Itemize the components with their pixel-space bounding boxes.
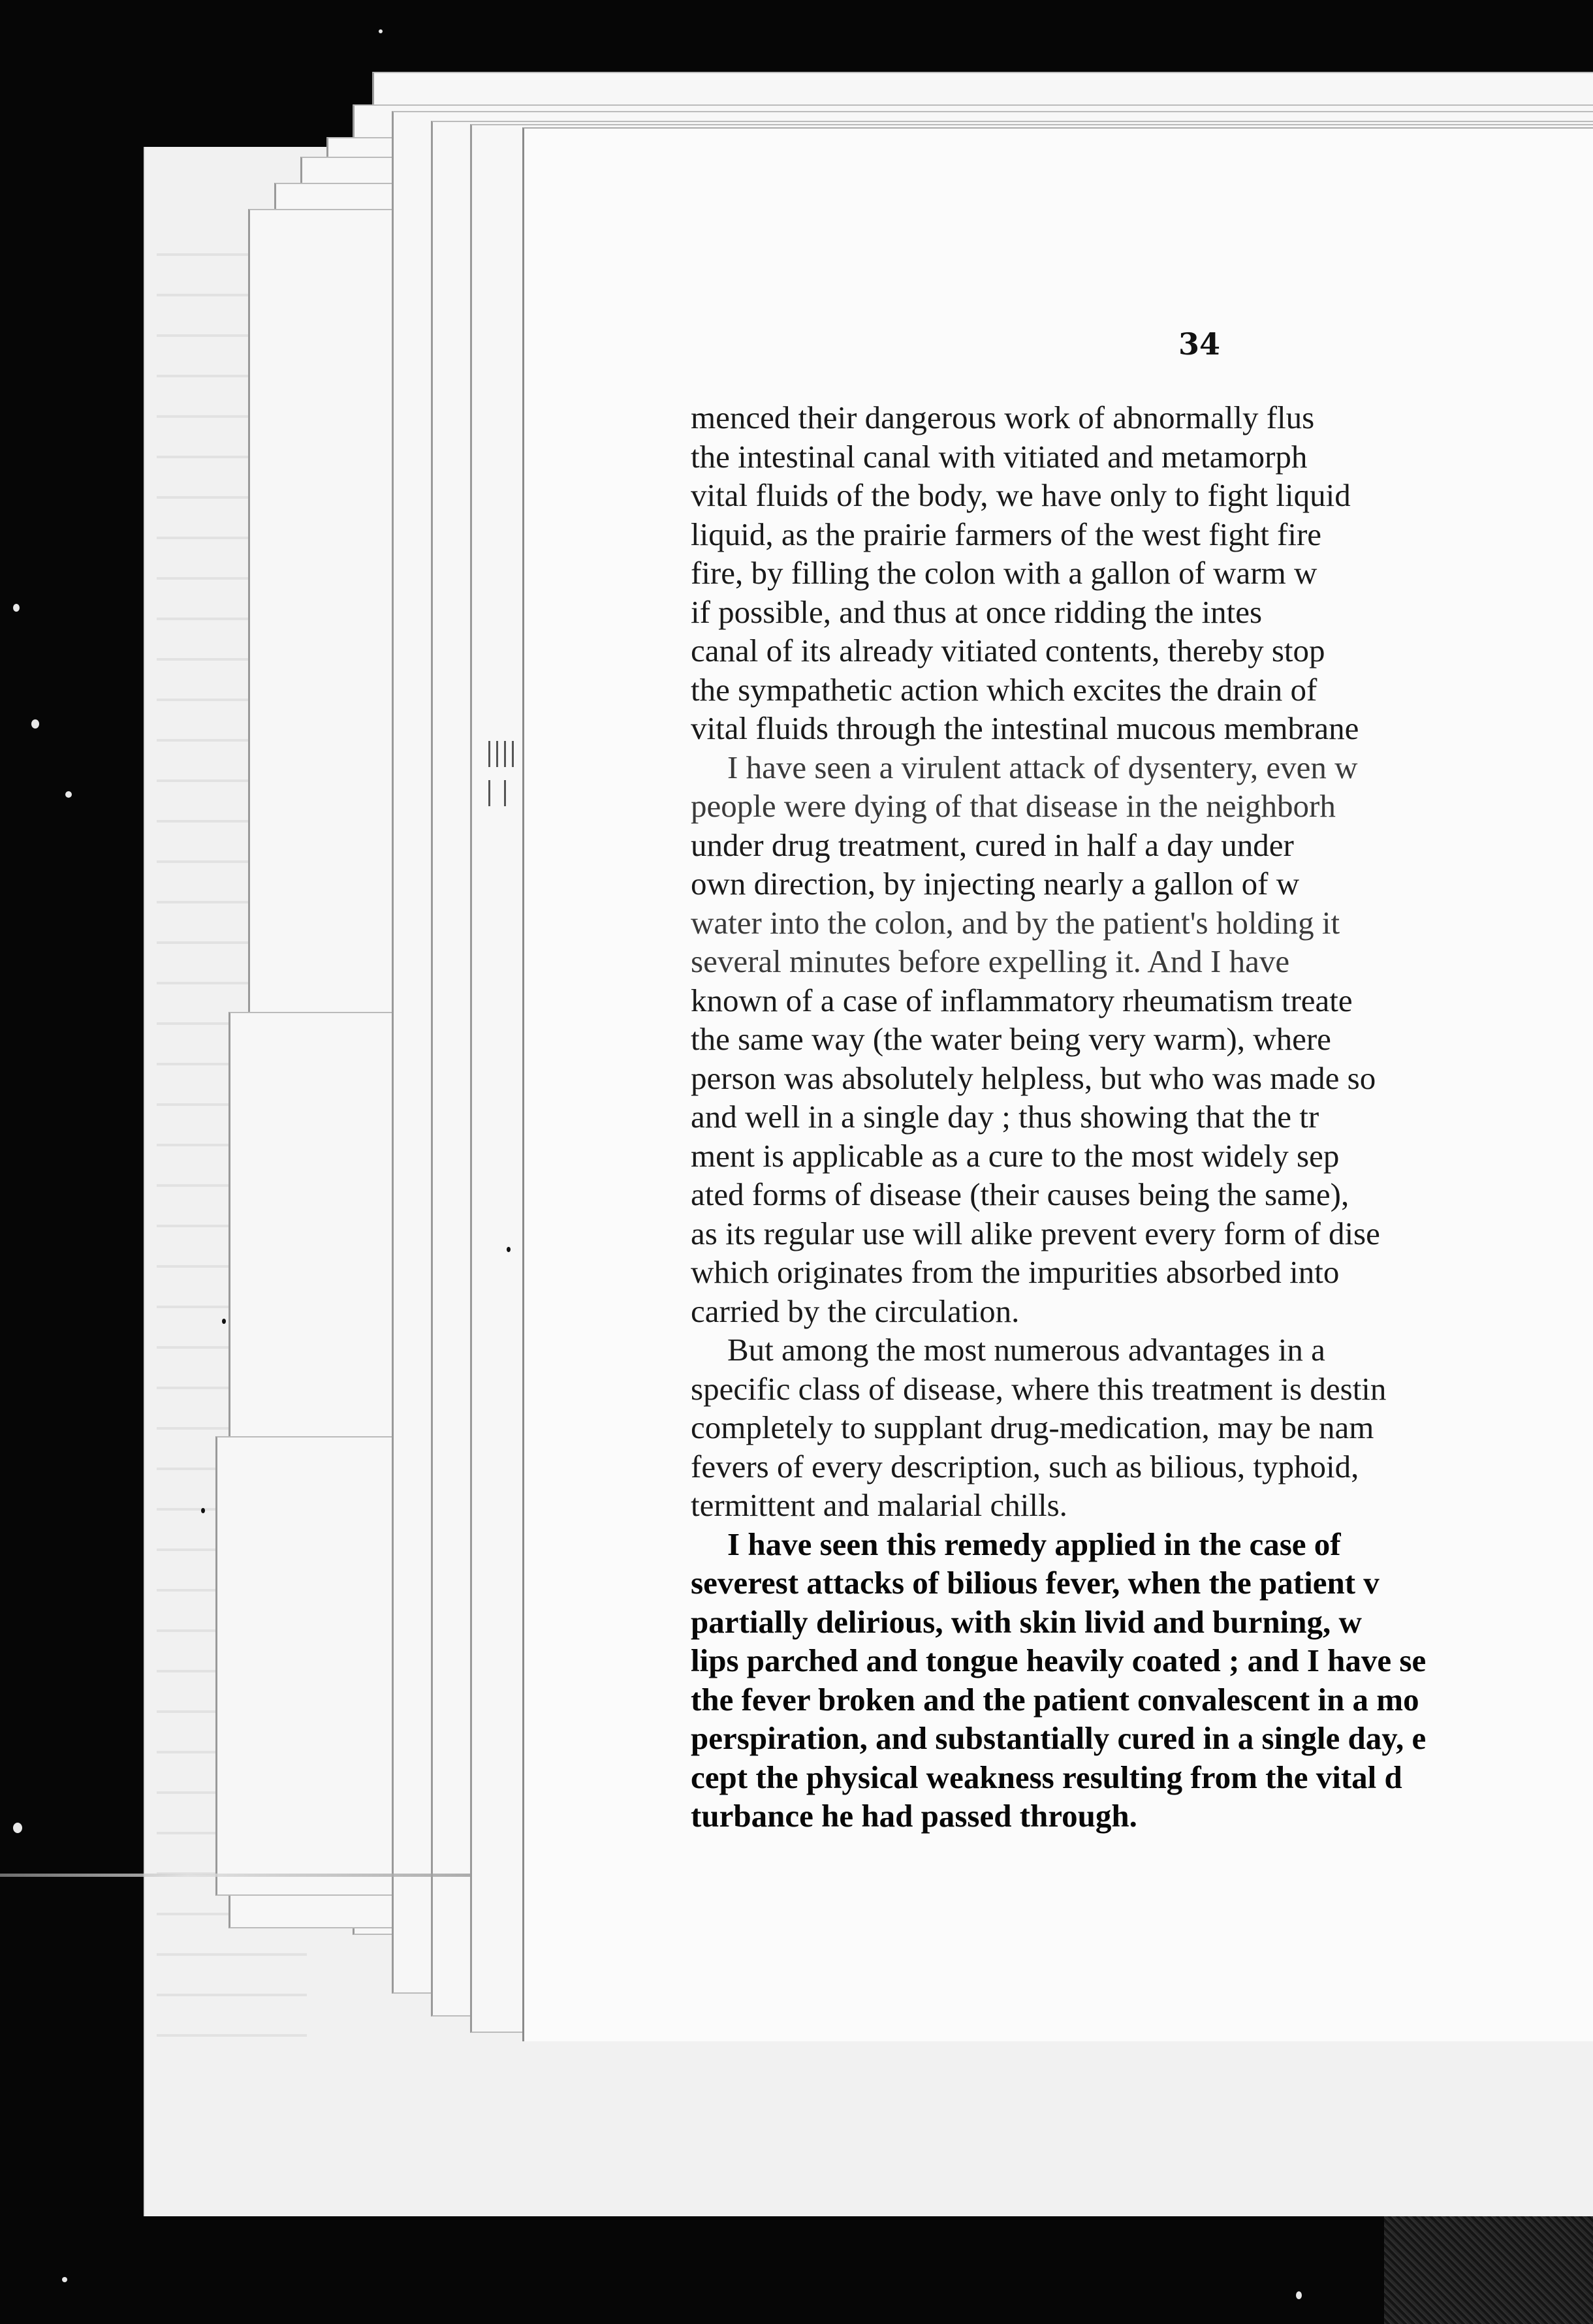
- gutter-mark: [488, 780, 490, 806]
- text-line: I have seen this remedy applied in the case of: [727, 1526, 1341, 1562]
- text-line: turbance he had passed through.: [691, 1798, 1137, 1834]
- gutter-mark: [512, 741, 514, 767]
- text-line: cept the physical weakness resulting from the vital d: [691, 1759, 1402, 1795]
- body-text: [691, 398, 1593, 1836]
- scan-speck: [1296, 2291, 1302, 2299]
- text-line: and well in a single day ; thus showing that the tr: [691, 1099, 1319, 1135]
- scan-speck: [379, 29, 383, 33]
- text-line: menced their dangerous work of abnormally flus: [691, 400, 1315, 435]
- text-line: if possible, and thus at once ridding the intes: [691, 593, 1263, 630]
- text-line: people were dying of that disease in the neighborh: [691, 788, 1336, 824]
- text-line: partially delirious, with skin livid and burning, w: [691, 1603, 1362, 1640]
- text-line: perspiration, and substantially cured in a single day, e: [691, 1720, 1427, 1756]
- text-line: fevers of every description, such as bilious, typhoid,: [691, 1448, 1359, 1484]
- text-line: I have seen a virulent attack of dysentery, even w: [727, 749, 1358, 785]
- text-line: vital fluids of the body, we have only to fight liquid: [691, 477, 1351, 513]
- text-line: carried by the circulation.: [691, 1293, 1020, 1329]
- gutter-mark: [504, 741, 506, 767]
- text-line: the intestinal canal with vitiated and metamorph: [691, 438, 1308, 475]
- text-line: canal of its already vitiated contents, thereby stop: [691, 633, 1325, 668]
- scan-speck: [62, 2277, 67, 2282]
- scan-speck: [13, 604, 20, 612]
- ink-dot: [201, 1508, 205, 1513]
- scan-speck: [31, 719, 39, 729]
- text-line: water into the colon, and by the patient's holding it: [691, 904, 1340, 941]
- gutter-mark: [496, 741, 498, 767]
- text-line: severest attacks of bilious fever, when the patient v: [691, 1565, 1380, 1601]
- text-line: liquid, as the prairie farmers of the west fight fire: [691, 516, 1322, 552]
- text-line: specific class of disease, where this treatment is destin: [691, 1370, 1387, 1407]
- text-line: the fever broken and the patient convalescent in a mo: [691, 1681, 1419, 1718]
- gutter-mark: [504, 780, 506, 806]
- text-line: the sympathetic action which excites the drain of: [691, 671, 1317, 708]
- scan-speck: [13, 1823, 22, 1833]
- text-line: ated forms of disease (their causes being the same),: [691, 1176, 1349, 1212]
- scan-artifact-line: [0, 1874, 470, 1877]
- ink-dot: [222, 1319, 226, 1324]
- text-line: as its regular use will alike prevent every form of dise: [691, 1215, 1380, 1251]
- text-line: completely to supplant drug-medication, may be nam: [691, 1409, 1374, 1445]
- text-line: under drug treatment, cured in half a day under: [691, 826, 1294, 863]
- text-line: termittent and malarial chills.: [691, 1487, 1067, 1523]
- scan-speck: [65, 791, 72, 798]
- text-line: several minutes before expelling it. And I have: [691, 943, 1290, 979]
- text-line: own direction, by injecting nearly a gallon of w: [691, 866, 1300, 902]
- text-line: which originates from the impurities absorbed into: [691, 1254, 1340, 1290]
- gutter-mark: [488, 741, 490, 767]
- text-line: lips parched and tongue heavily coated ; and I have se: [691, 1642, 1427, 1678]
- text-line: the same way (the water being very warm), where: [691, 1021, 1331, 1057]
- page-number: 34: [1178, 326, 1221, 362]
- text-line: vital fluids through the intestinal mucous membrane: [691, 710, 1359, 746]
- text-line: ment is applicable as a cure to the most widely sep: [691, 1137, 1340, 1174]
- text-line: fire, by filling the colon with a gallon of warm w: [691, 555, 1317, 591]
- text-line: But among the most numerous advantages in a: [727, 1332, 1325, 1368]
- ink-dot: [507, 1247, 511, 1252]
- text-line: known of a case of inflammatory rheumatism treate: [691, 982, 1353, 1018]
- text-line: person was absolutely helpless, but who was made so: [691, 1060, 1376, 1096]
